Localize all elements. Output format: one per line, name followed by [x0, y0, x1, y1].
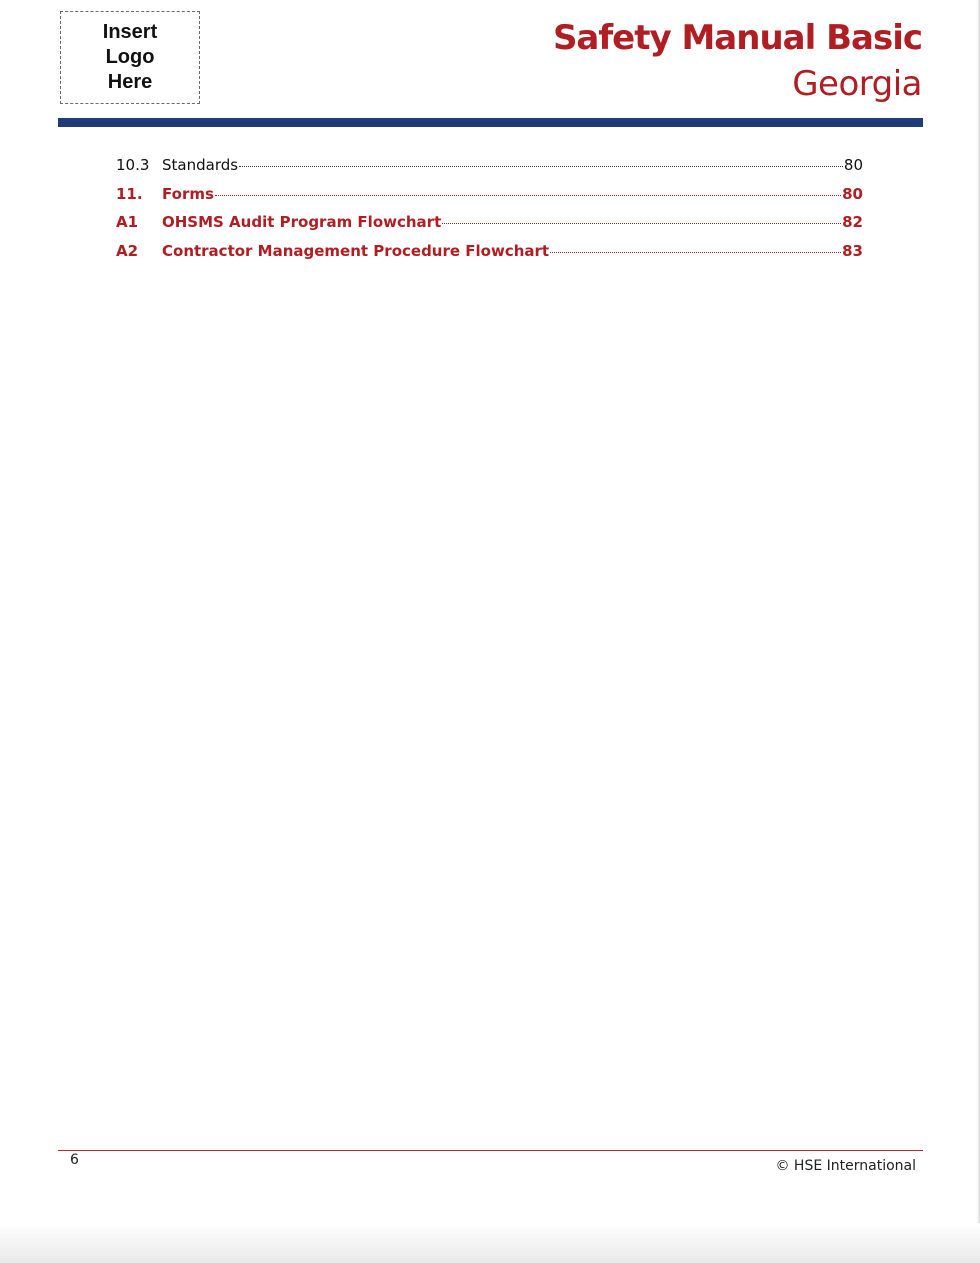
toc-entry-number: 10.3	[116, 156, 150, 174]
toc-entry-number: A1	[116, 213, 139, 231]
toc-entry-number: 11.	[116, 184, 143, 203]
toc-dot-leader	[550, 252, 841, 253]
footer-page-number: 6	[70, 1152, 79, 1168]
logo-placeholder	[60, 11, 200, 104]
toc-entry[interactable]	[116, 242, 863, 271]
toc-entry-title: Contractor Management Procedure Flowchart	[162, 241, 550, 260]
toc-dot-leader	[442, 223, 841, 224]
page-bottom-shadow	[0, 1223, 980, 1263]
document-title: Safety Manual Basic	[552, 18, 922, 58]
logo-placeholder-text: Insert Logo Here	[102, 21, 158, 93]
toc-dot-leader	[215, 195, 841, 196]
toc-entry-page: 83	[842, 241, 863, 260]
header-divider-bar	[58, 118, 923, 127]
toc-entry-page: 82	[842, 213, 863, 231]
document-subtitle: Georgia	[792, 64, 922, 104]
toc-entry-title: Forms	[162, 184, 214, 203]
toc-entry-page: 80	[842, 184, 863, 203]
toc-entry-title: Standards	[162, 156, 239, 174]
footer-divider-line	[58, 1150, 923, 1151]
toc-entry-title: OHSMS Audit Program Flowchart	[162, 213, 442, 231]
toc-entry[interactable]	[116, 185, 863, 214]
toc-entry[interactable]	[116, 156, 863, 185]
table-of-contents	[116, 156, 863, 270]
toc-entry-number: A2	[116, 241, 139, 260]
toc-entry-page: 80	[843, 156, 863, 174]
toc-dot-leader	[239, 166, 843, 167]
toc-entry[interactable]	[116, 213, 863, 242]
footer-copyright: © HSE International	[775, 1158, 916, 1174]
